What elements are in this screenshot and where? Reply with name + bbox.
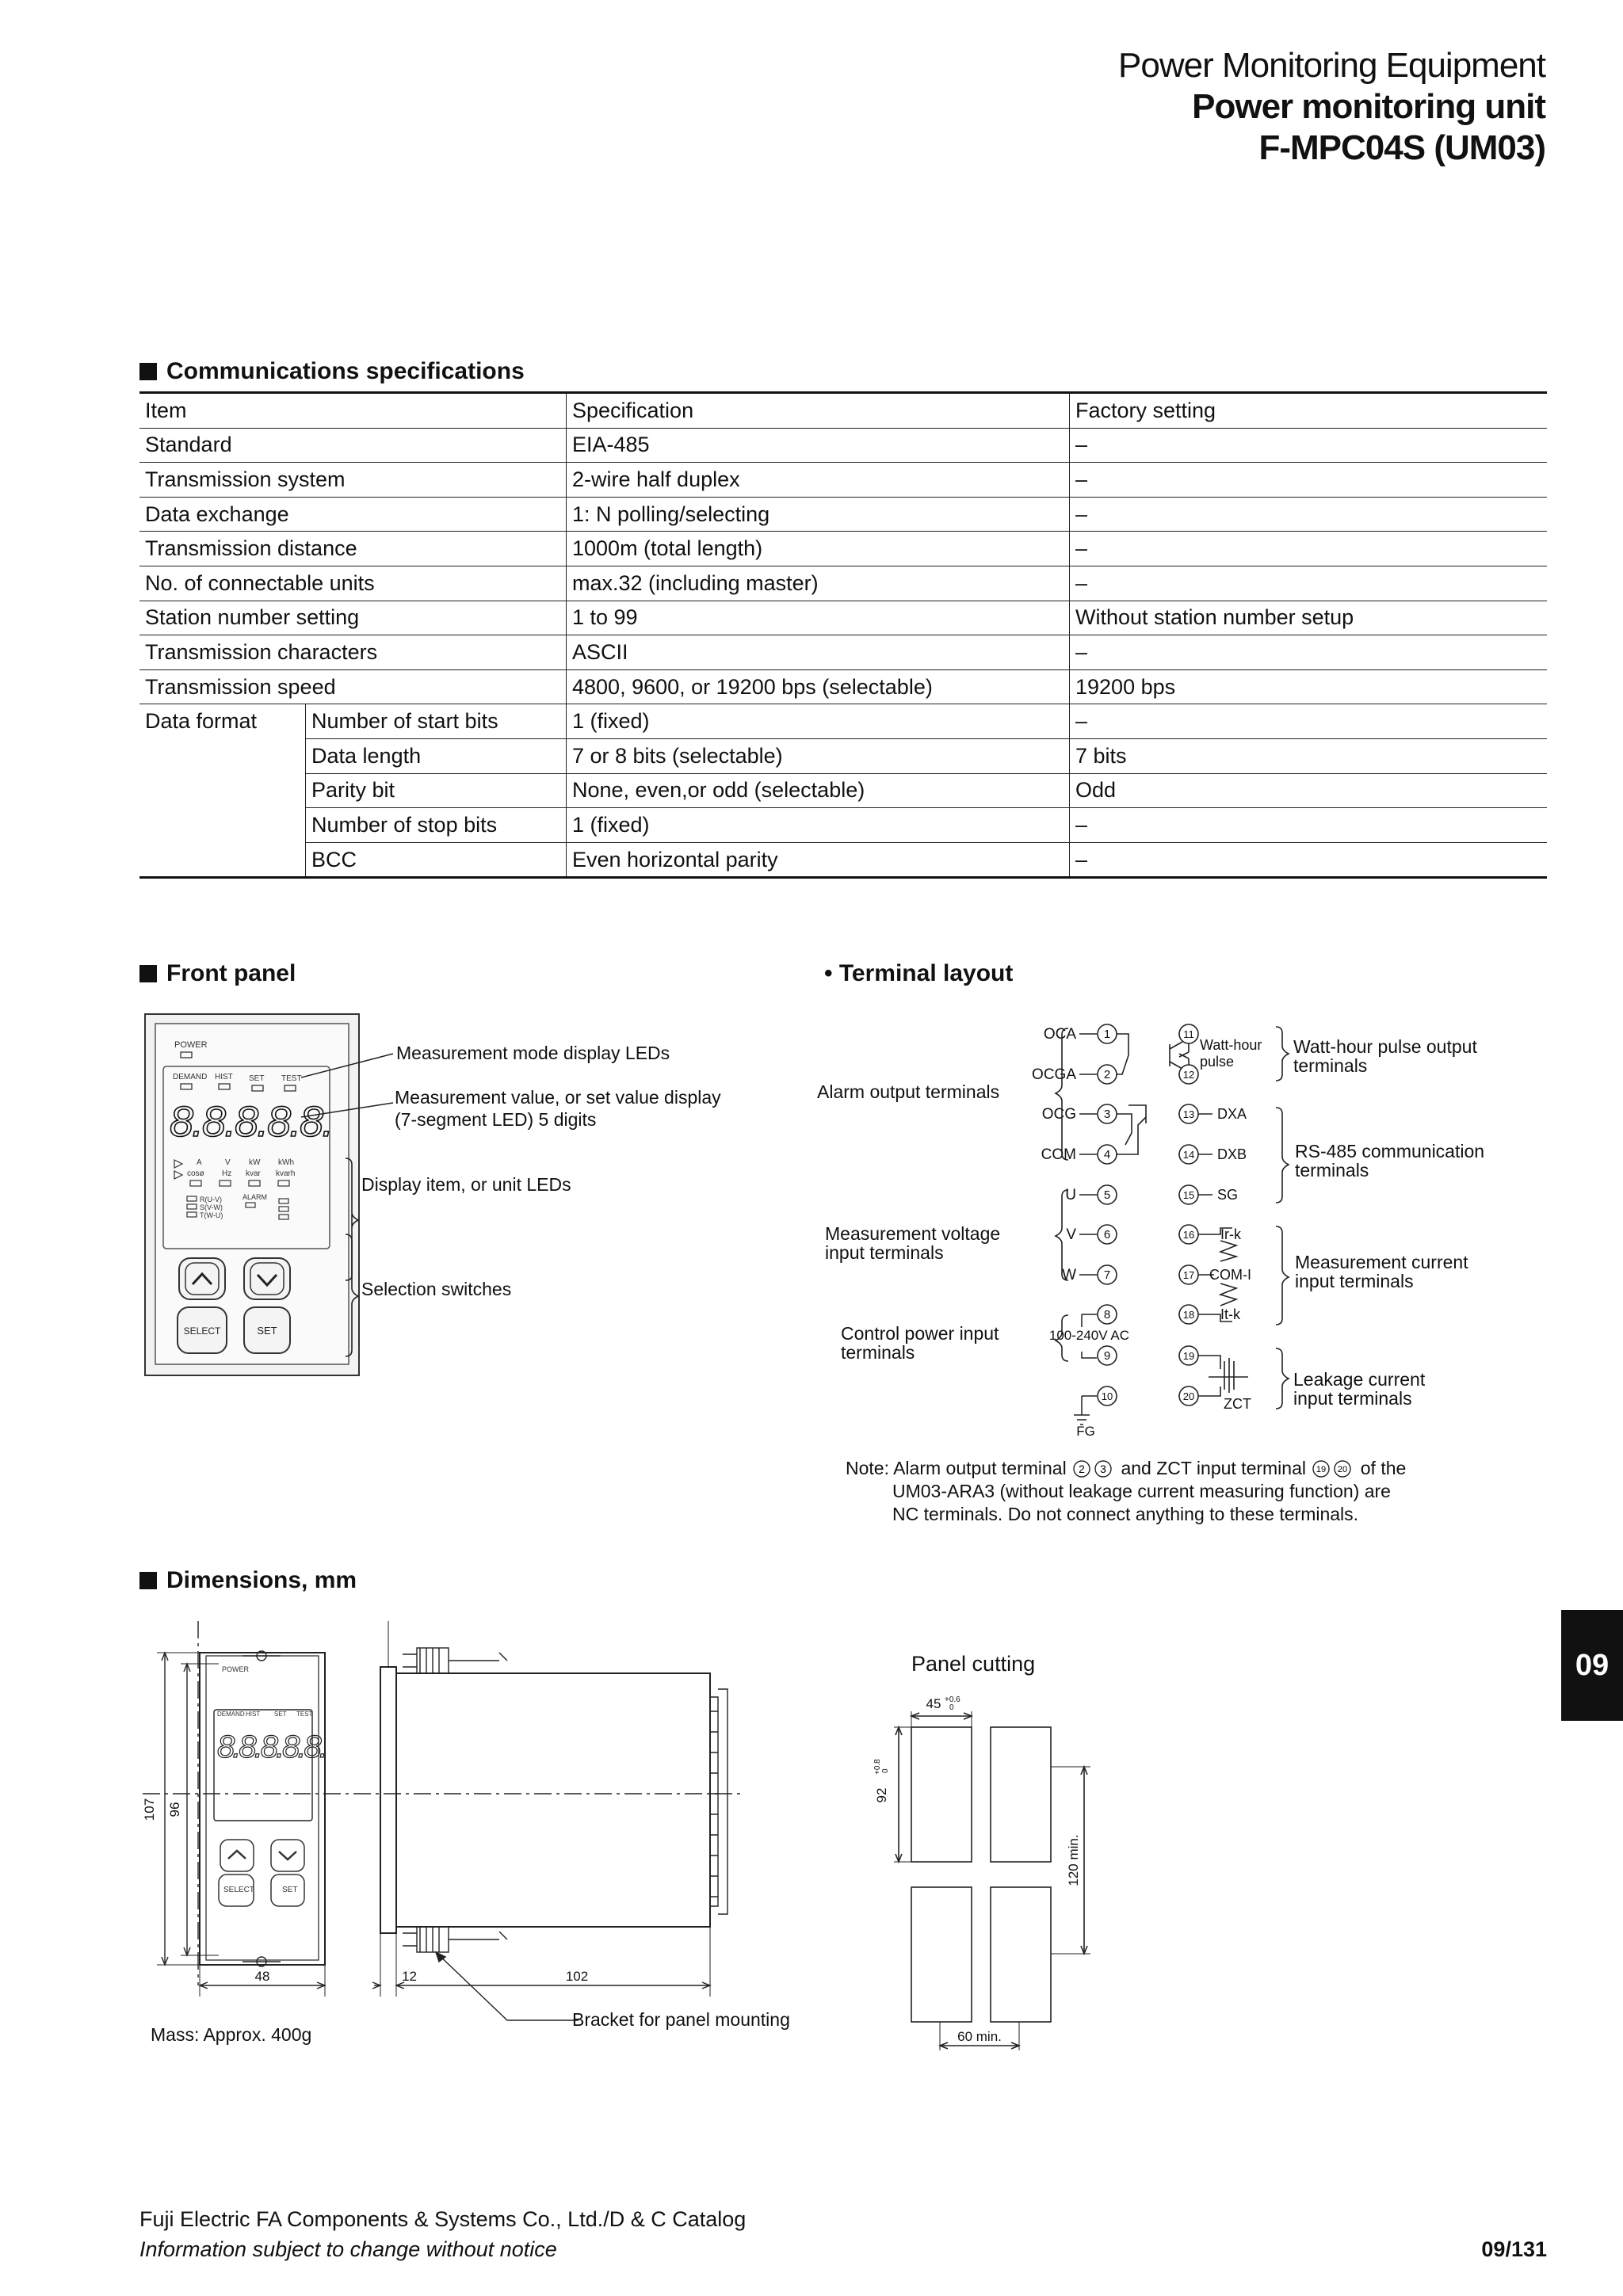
- callout-mode-leds: Measurement mode display LEDs: [396, 1043, 670, 1063]
- brace-switches: [346, 1234, 358, 1356]
- row-spec: 1 to 99: [567, 601, 1070, 635]
- front-outline: [200, 1653, 325, 1965]
- pin-label-pulse: pulse: [1200, 1054, 1235, 1070]
- pin-label-dxa: DXA: [1217, 1106, 1247, 1122]
- supply-label: 100-240V AC: [1048, 1328, 1129, 1343]
- pin-label-dxb: DXB: [1217, 1146, 1247, 1162]
- row-spec: 1: N polling/selecting: [567, 497, 1070, 532]
- terminal-number: 19: [1316, 1465, 1327, 1474]
- up-button[interactable]: [179, 1258, 225, 1299]
- terminal-number: 8: [1103, 1308, 1111, 1322]
- front-panel-title-text: Front panel: [166, 960, 296, 986]
- table-row: [139, 704, 1547, 739]
- table-row: [139, 428, 1547, 463]
- row-item: Transmission speed: [139, 669, 567, 704]
- square-bullet-icon: [139, 1572, 157, 1589]
- terminal-number: 5: [1103, 1188, 1111, 1202]
- row-spec: EIA-485: [567, 428, 1070, 463]
- row-spec: 1000m (total length): [567, 532, 1070, 566]
- row-factory: –: [1070, 532, 1548, 566]
- pin-label-ir-k: Ir-k: [1220, 1226, 1241, 1242]
- table-row: [139, 773, 1547, 808]
- row-item: Data exchange: [139, 497, 567, 532]
- group-rs485-1: RS-485 communication: [1295, 1141, 1485, 1161]
- group-watt-hour-2: terminals: [1293, 1055, 1368, 1076]
- front-panel-leaders: [298, 1030, 441, 1363]
- panel-cutting-drawing: [856, 1688, 1125, 2060]
- group-meas-current-1: Measurement current: [1295, 1252, 1468, 1272]
- terminal-number: 12: [1182, 1069, 1195, 1081]
- unit-a-label: A: [197, 1158, 202, 1167]
- comm-title-text: Communications specifications: [166, 358, 525, 384]
- unit-kvar-label: kvar: [246, 1169, 261, 1178]
- footer-company: Fuji Electric FA Components & Systems Co., Ltd./D & C Catalog: [139, 2207, 747, 2231]
- phase-r-label: R(U-V): [200, 1196, 222, 1203]
- footer-notice: Information subject to change without notice: [139, 2237, 557, 2261]
- power-label: POWER: [174, 1040, 208, 1050]
- test-label: TEST: [281, 1074, 302, 1083]
- page-number: 09/131: [1481, 2237, 1547, 2261]
- group-meas-voltage-1: Measurement voltage: [825, 1223, 1001, 1244]
- terminal-number: 2: [1103, 1068, 1111, 1081]
- note-terminal-2-3: [1071, 1459, 1116, 1478]
- table-row: [139, 463, 1547, 498]
- unit-kvarh-label: kvarh: [276, 1169, 296, 1178]
- terminal-number: 20: [1338, 1465, 1348, 1474]
- chevron-down-icon: [279, 1852, 296, 1859]
- section-tab: 09: [1561, 1610, 1623, 1721]
- cutout-top-right: [991, 1727, 1051, 1862]
- row-item: Transmission distance: [139, 532, 567, 566]
- table-row: [139, 635, 1547, 670]
- pin-label-com-i: COM-I: [1209, 1267, 1251, 1283]
- note-text: and ZCT input terminal: [1121, 1458, 1306, 1478]
- terminal-number: 3: [1103, 1108, 1111, 1121]
- pin-label-watt-hour: Watt-hour: [1200, 1037, 1262, 1053]
- terminal-note-line-1: [846, 1458, 1406, 1479]
- table-head-item: Item: [139, 393, 567, 429]
- terminal-note-line-3: NC terminals. Do not connect anything to these terminals.: [892, 1504, 1359, 1524]
- group-braces: [1056, 1027, 1289, 1409]
- down-button[interactable]: [244, 1258, 290, 1299]
- pin-label-v: V: [1066, 1226, 1076, 1243]
- group-meas-voltage-2: input terminals: [825, 1242, 944, 1263]
- phase-t-label: T(W-U): [200, 1211, 223, 1219]
- dim-12: 12: [402, 1969, 417, 1984]
- leader-line: [301, 1054, 393, 1077]
- row-spec: max.32 (including master): [567, 566, 1070, 601]
- cut-45-tol-zero: 0: [949, 1703, 954, 1712]
- cutout-bottom-right: [991, 1887, 1051, 2022]
- terminal-number: 15: [1182, 1189, 1195, 1201]
- front-window: [214, 1710, 312, 1821]
- row-spec: 1 (fixed): [567, 704, 1070, 739]
- front-panel-title: [139, 960, 296, 987]
- side-body: [396, 1673, 710, 1927]
- note-text: of the: [1360, 1458, 1407, 1478]
- row-factory: –: [1070, 566, 1548, 601]
- pin-label-w: W: [1062, 1267, 1076, 1283]
- up-button-outline: [220, 1840, 254, 1871]
- dim-96: 96: [167, 1802, 182, 1817]
- terminal-number: 17: [1182, 1269, 1195, 1281]
- select-button-label: SELECT: [183, 1325, 221, 1337]
- test-label: TEST: [296, 1711, 313, 1718]
- select-button-label: SELECT: [223, 1886, 254, 1894]
- row-factory: –: [1070, 842, 1548, 878]
- unit-hz-label: Hz: [222, 1169, 232, 1178]
- row-item: Transmission characters: [139, 635, 567, 670]
- terminal-number: 4: [1103, 1148, 1111, 1161]
- note-text: Note: Alarm output terminal: [846, 1458, 1067, 1478]
- cut-120: 120 min.: [1066, 1834, 1081, 1886]
- table-head-spec: Specification: [567, 393, 1070, 429]
- row-factory: –: [1070, 704, 1548, 739]
- row-factory: –: [1070, 463, 1548, 498]
- pin-label-oca: OCA: [1043, 1026, 1076, 1043]
- terminal-number: 14: [1182, 1149, 1195, 1161]
- group-watt-hour-1: Watt-hour pulse output: [1293, 1036, 1477, 1057]
- power-label: POWER: [222, 1665, 250, 1673]
- hist-label: HIST: [215, 1073, 233, 1081]
- dim-48: 48: [254, 1969, 270, 1984]
- bracket-label: Bracket for panel mounting: [572, 2009, 790, 2030]
- row-factory: 19200 bps: [1070, 669, 1548, 704]
- row-item: Transmission system: [139, 463, 567, 498]
- demand-label: DEMAND: [173, 1073, 208, 1081]
- set-label: SET: [274, 1711, 287, 1718]
- callout-display-2: (7-segment LED) 5 digits: [395, 1109, 597, 1130]
- row-factory: –: [1070, 428, 1548, 463]
- dimensions-title: [139, 1567, 357, 1594]
- table-header-row: [139, 393, 1547, 429]
- terminal-layout-title: • Terminal layout: [824, 960, 1014, 986]
- seven-segment-display: 8.8.8.8.8.: [170, 1098, 333, 1146]
- note-terminal-19-20: [1311, 1459, 1355, 1478]
- row-factory: Without station number setup: [1070, 601, 1548, 635]
- cut-45: 45: [926, 1696, 941, 1711]
- row-factory: 7 bits: [1070, 738, 1548, 773]
- table-row: [139, 566, 1547, 601]
- row-subitem: Number of start bits: [306, 704, 567, 739]
- cut-92-tol: +0.8: [873, 1759, 882, 1775]
- front-bezel: [206, 1656, 319, 1960]
- seven-segment-display: 8.8.8.8.8.: [217, 1730, 326, 1764]
- group-rs485-2: terminals: [1295, 1160, 1369, 1180]
- header-model: F-MPC04S (UM03): [1258, 128, 1545, 167]
- chevron-up-icon: [228, 1851, 246, 1859]
- set-button-label: SET: [257, 1325, 277, 1337]
- unit-kw-label: kW: [249, 1158, 261, 1167]
- demand-label: DEMAND: [217, 1711, 245, 1718]
- leader-line: [301, 1103, 393, 1117]
- row-factory: Odd: [1070, 773, 1548, 808]
- terminal-block: [710, 1697, 718, 1906]
- set-button-label: SET: [282, 1886, 298, 1894]
- row-subitem: Parity bit: [306, 773, 567, 808]
- row-item: No. of connectable units: [139, 566, 567, 601]
- pin-label-u: U: [1065, 1187, 1076, 1203]
- cut-60: 60 min.: [957, 2029, 1002, 2044]
- terminal-number: 7: [1103, 1268, 1111, 1282]
- row-subitem: Number of stop bits: [306, 808, 567, 843]
- terminal-number: 2: [1079, 1463, 1085, 1475]
- callout-item-leds: Display item, or unit LEDs: [361, 1174, 571, 1195]
- table-row: [139, 738, 1547, 773]
- pin-label-it-k: It-k: [1220, 1306, 1240, 1322]
- alarm-label: ALARM: [242, 1193, 268, 1201]
- cut-45-tol: +0.6: [945, 1695, 960, 1704]
- cutout-bottom-left: [911, 1887, 972, 2022]
- table-row: [139, 669, 1547, 704]
- unit-v-label: V: [225, 1158, 231, 1167]
- row-factory: –: [1070, 497, 1548, 532]
- terminal-number: 3: [1100, 1463, 1106, 1475]
- pin-label-zct: ZCT: [1224, 1396, 1251, 1412]
- group-alarm-output: Alarm output terminals: [817, 1081, 1000, 1102]
- unit-cos-label: cosø: [187, 1169, 204, 1178]
- side-bezel: [380, 1667, 396, 1933]
- pin-label-com: COM: [1041, 1146, 1076, 1163]
- row-spec: ASCII: [567, 635, 1070, 670]
- table-head-factory: Factory setting: [1070, 393, 1548, 429]
- group-leakage-1: Leakage current: [1293, 1369, 1426, 1390]
- terminal-number: 1: [1103, 1028, 1111, 1041]
- dim-107: 107: [142, 1798, 157, 1821]
- square-bullet-icon: [139, 363, 157, 380]
- row-spec: 7 or 8 bits (selectable): [567, 738, 1070, 773]
- down-button-outline: [271, 1840, 304, 1871]
- set-label: SET: [249, 1074, 265, 1083]
- callout-switches: Selection switches: [361, 1279, 512, 1299]
- cutout-top-left: [911, 1727, 972, 1862]
- square-bullet-icon: [139, 965, 157, 982]
- callout-display-1: Measurement value, or set value display: [395, 1087, 721, 1108]
- pin-label-ocga: OCGA: [1032, 1066, 1076, 1083]
- fg-label: FG: [1076, 1424, 1095, 1439]
- table-row: [139, 532, 1547, 566]
- terminal-number: 20: [1182, 1390, 1195, 1402]
- table-row: [139, 842, 1547, 878]
- terminal-number: 18: [1182, 1309, 1195, 1321]
- group-control-power-1: Control power input: [841, 1323, 999, 1344]
- header-category: Power Monitoring Equipment: [1118, 46, 1545, 85]
- terminal-number: 10: [1101, 1390, 1113, 1402]
- row-item: Standard: [139, 428, 567, 463]
- terminal-number: 19: [1182, 1350, 1195, 1362]
- terminal-number: 16: [1182, 1229, 1195, 1241]
- cut-92: 92: [874, 1787, 889, 1803]
- right-pin-leads: [1178, 1034, 1248, 1396]
- phase-s-label: S(V-W): [200, 1203, 223, 1211]
- left-pin-leads: [1074, 1034, 1097, 1425]
- comm-spec-table: [139, 391, 1547, 879]
- pin-label-sg: SG: [1217, 1187, 1239, 1203]
- row-factory: –: [1070, 635, 1548, 670]
- dimension-drawing-front-side: [135, 1616, 753, 2060]
- terminal-number: 9: [1103, 1349, 1111, 1363]
- set-button[interactable]: [244, 1307, 290, 1353]
- row-subitem: Data length: [306, 738, 567, 773]
- bracket-leader: [436, 1952, 579, 2020]
- group-meas-current-2: input terminals: [1295, 1271, 1414, 1291]
- header-product-type: Power monitoring unit: [1192, 87, 1545, 126]
- table-row: [139, 497, 1547, 532]
- panel-cutting-title: Panel cutting: [911, 1652, 1036, 1676]
- group-control-power-2: terminals: [841, 1342, 915, 1363]
- row-item: Station number setting: [139, 601, 567, 635]
- select-button[interactable]: [178, 1307, 227, 1353]
- table-row: [139, 808, 1547, 843]
- hist-label: HIST: [246, 1711, 261, 1718]
- group-leakage-2: input terminals: [1293, 1388, 1412, 1409]
- terminal-number: 6: [1103, 1228, 1111, 1241]
- row-spec: None, even,or odd (selectable): [567, 773, 1070, 808]
- data-format-label: Data format: [145, 709, 258, 734]
- row-subitem: BCC: [306, 842, 567, 878]
- terminal-circles: [1098, 1024, 1198, 1405]
- row-factory: –: [1070, 808, 1548, 843]
- alarm-relay-contacts: [1116, 1034, 1146, 1154]
- row-spec: Even horizontal parity: [567, 842, 1070, 878]
- dimensions-title-text: Dimensions, mm: [166, 1567, 357, 1593]
- terminal-note-line-2: UM03-ARA3 (without leakage current measuring function) are: [892, 1481, 1391, 1501]
- table-row: [139, 601, 1547, 635]
- comm-section-title: [139, 358, 525, 385]
- row-spec: 1 (fixed): [567, 808, 1070, 843]
- unit-kwh-label: kWh: [278, 1158, 294, 1167]
- pin-label-ocg: OCG: [1041, 1106, 1076, 1123]
- cut-92-tol-zero: 0: [881, 1768, 890, 1773]
- terminal-number: 13: [1182, 1108, 1195, 1120]
- terminal-number: 11: [1183, 1028, 1194, 1040]
- row-spec: 4800, 9600, or 19200 bps (selectable): [567, 669, 1070, 704]
- dim-102: 102: [565, 1969, 589, 1984]
- mass-label: Mass: Approx. 400g: [151, 2024, 312, 2045]
- row-spec: 2-wire half duplex: [567, 463, 1070, 498]
